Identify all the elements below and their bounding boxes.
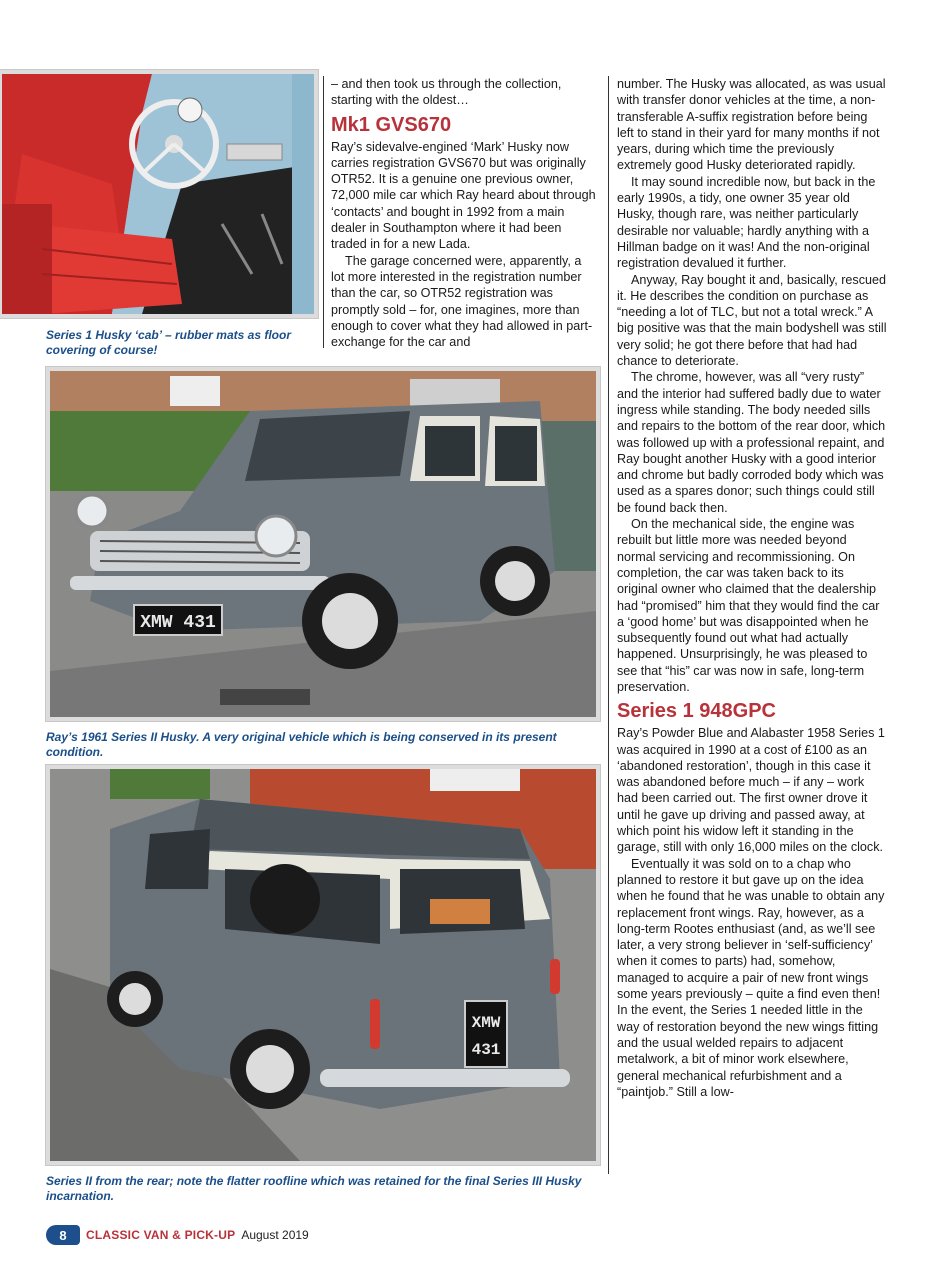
issue-date: August 2019 bbox=[241, 1228, 309, 1242]
column-rule-1 bbox=[323, 76, 324, 348]
paragraph: The garage concerned were, apparently, a lot more interested in the registration number than the car, so OTR52 registration was promptly sold – for, one imagines, more than enough to cover what they had allowed in part-exchange for the car and bbox=[331, 253, 593, 350]
interior-illustration bbox=[2, 74, 314, 314]
page-footer bbox=[46, 1224, 309, 1246]
photo-husky-front bbox=[46, 367, 600, 721]
paragraph: number. The Husky was allocated, as was usual with transfer donor vehicles at the time, a non-transferable A-suffix registration before being left to stand in their yard for many months if not years, during which time the previously extremely good Husky deteriorated rapidly. bbox=[617, 77, 886, 173]
paragraph: Eventually it was sold on to a chap who planned to restore it but gave up on the idea when he found that he was unable to obtain any replacement front wings. Ray, however, as a long-term Rootes enthusiast (and, as we’ll see later, a very strong believer in ‘self-sufficiency’ when it comes to parts) had, somehow, managed to acquire a pair of new front wings some years previously – quite a find even then! In the event, the Series 1 needed little in the way of restoration beyond the new wings fitting and the usual welded repairs to adjacent metalwork, a bit of minor work elsewhere, general mechanical refurbishment and a “paintjob.” Still a low- bbox=[617, 856, 885, 1099]
paragraph: The chrome, however, was all “very rusty” and the interior had suffered badly due to water ingress while standing. The body needed sills and repairs to the bottom of the rear door, which was followed up with a professional repaint, and Ray bought another Husky with a good interior and chrome but badly corroded body which was used as a spares donor; such things could still be found back then. bbox=[617, 370, 886, 515]
paragraph: – and then took us through the collection, starting with the oldest… bbox=[331, 77, 562, 108]
front-number-plate: XMW 431 bbox=[140, 613, 216, 633]
paragraph: Anyway, Ray bought it and, basically, rescued it. He describes the condition on purchase as “needing a lot of TLC, but not a total wreck.” A big positive was that the main bodyshell was still very solid; he got there before that had had chance to deteriorate. bbox=[617, 272, 887, 369]
caption-rear: Series II from the rear; note the flatter roofline which was retained for the final Series III Husky incarnation. bbox=[46, 1174, 582, 1203]
section-heading-mk1: Mk1 GVS670 bbox=[331, 113, 452, 136]
column-rule-2 bbox=[608, 76, 609, 1174]
car-rear-illustration bbox=[50, 769, 596, 1161]
paragraph: On the mechanical side, the engine was rebuilt but little more was needed beyond normal servicing and recommissioning. On completion, the car was taken back to its original owner who claimed that the dealership had “promised” him that they would find the car a ‘good home’ but was disappointed when he subsequently found out what had actually happened. Unsurprisingly, he was pleased to see that “his” car was now in safe, long-term preservation. bbox=[617, 517, 880, 694]
caption-cab: Series 1 Husky ‘cab’ – rubber mats as floor covering of course! bbox=[46, 328, 291, 357]
rear-number-plate-line1: XMW bbox=[471, 1014, 501, 1032]
paragraph: It may sound incredible now, but back in the early 1990s, a tidy, one owner 35 year old Husky, though rare, was neither particularly desirable nor valuable; hardly anything with a Hillman badge on it was! And the non-original registration devalued it further. bbox=[617, 174, 876, 271]
page-number-badge: 8 bbox=[46, 1225, 80, 1245]
paragraph: Ray’s Powder Blue and Alabaster 1958 Series 1 was acquired in 1990 at a cost of £100 as an ‘abandoned restoration’, though in this case it was abandoned before much – if any – work had been carried out. The first owner drove it until he gave up driving and passed away, at which point his widow left it standing in the garage, still with only 16,000 miles on the clock. bbox=[617, 726, 885, 855]
text-column-2 bbox=[617, 76, 887, 1100]
car-front-illustration bbox=[50, 371, 596, 717]
caption-front: Ray’s 1961 Series II Husky. A very original vehicle which is being conserved in its present condition. bbox=[46, 730, 557, 759]
section-heading-series1: Series 1 948GPC bbox=[617, 700, 776, 723]
paragraph: Ray’s sidevalve-engined ‘Mark’ Husky now carries registration GVS670 but was originally OTR52. It is a genuine one previous owner, 72,000 mile car which Ray heard about through ‘contacts’ and bought in 1992 from a main dealer in Southampton where it had been traded in for a new Lada. bbox=[331, 139, 596, 252]
photo-husky-rear bbox=[46, 765, 600, 1165]
rear-number-plate-line2: 431 bbox=[471, 1041, 501, 1059]
photo-interior-cab bbox=[0, 70, 318, 318]
text-column-1 bbox=[331, 76, 597, 350]
magazine-title: CLASSIC VAN & PICK-UP bbox=[86, 1228, 236, 1242]
